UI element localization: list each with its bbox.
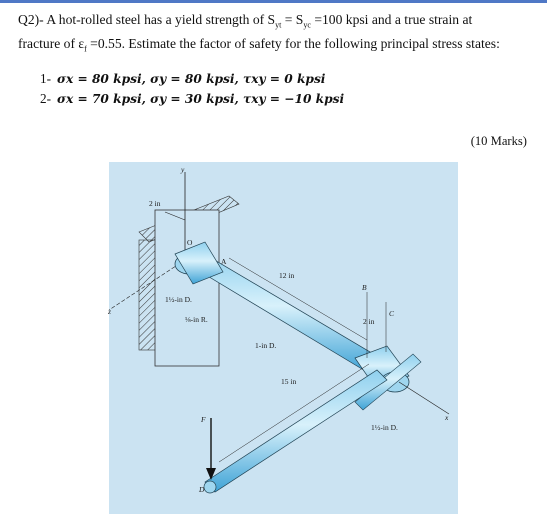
label-dia-1-5: 1½-in D.: [165, 295, 192, 304]
y-axis-label: y: [181, 165, 185, 174]
label-c: C: [389, 309, 395, 318]
label-o: O: [187, 238, 193, 247]
x-axis: [399, 382, 449, 414]
shaft-figure: [109, 162, 458, 514]
label-dia-1-5-b: 1½-in D.: [371, 423, 398, 432]
stress-state-2: 2- σx = 70 kpsi, σy = 30 kpsi, τxy = −10 kpsi: [40, 91, 345, 106]
dim-2in-top: 2 in: [149, 199, 161, 208]
question-text: Q2)- A hot-rolled steel has a yield strength of $S_{yt} = S_{yc} =100$ kpsi and a true strain at fracture of $\varepsilon_f =0.55$. Estimate the factor of safety for the following principal stress states:: [18, 12, 500, 54]
label-b: B: [362, 283, 367, 292]
label-dia-1: 1-in D.: [255, 341, 277, 350]
label-d: D: [199, 485, 205, 494]
stress-states-list: [40, 69, 344, 109]
dim-2in-side: 2 in: [363, 317, 375, 326]
label-a: A: [221, 257, 227, 266]
dim-12in: 12 in: [279, 271, 295, 280]
shaft-diagram: [109, 162, 458, 514]
label-f: F: [201, 415, 206, 424]
label-radius-1-8: ⅛-in R.: [185, 315, 208, 324]
x-axis-label: x: [445, 413, 449, 422]
dim-15in: 15 in: [281, 377, 297, 386]
top-rule: [0, 0, 547, 3]
arm-cd: [204, 370, 387, 493]
z-axis-label: z: [108, 307, 111, 316]
stress-state-1: 1- σx = 80 kpsi, σy = 80 kpsi, τxy = 0 kpsi: [40, 71, 326, 86]
marks-label: (10 Marks): [470, 134, 527, 148]
